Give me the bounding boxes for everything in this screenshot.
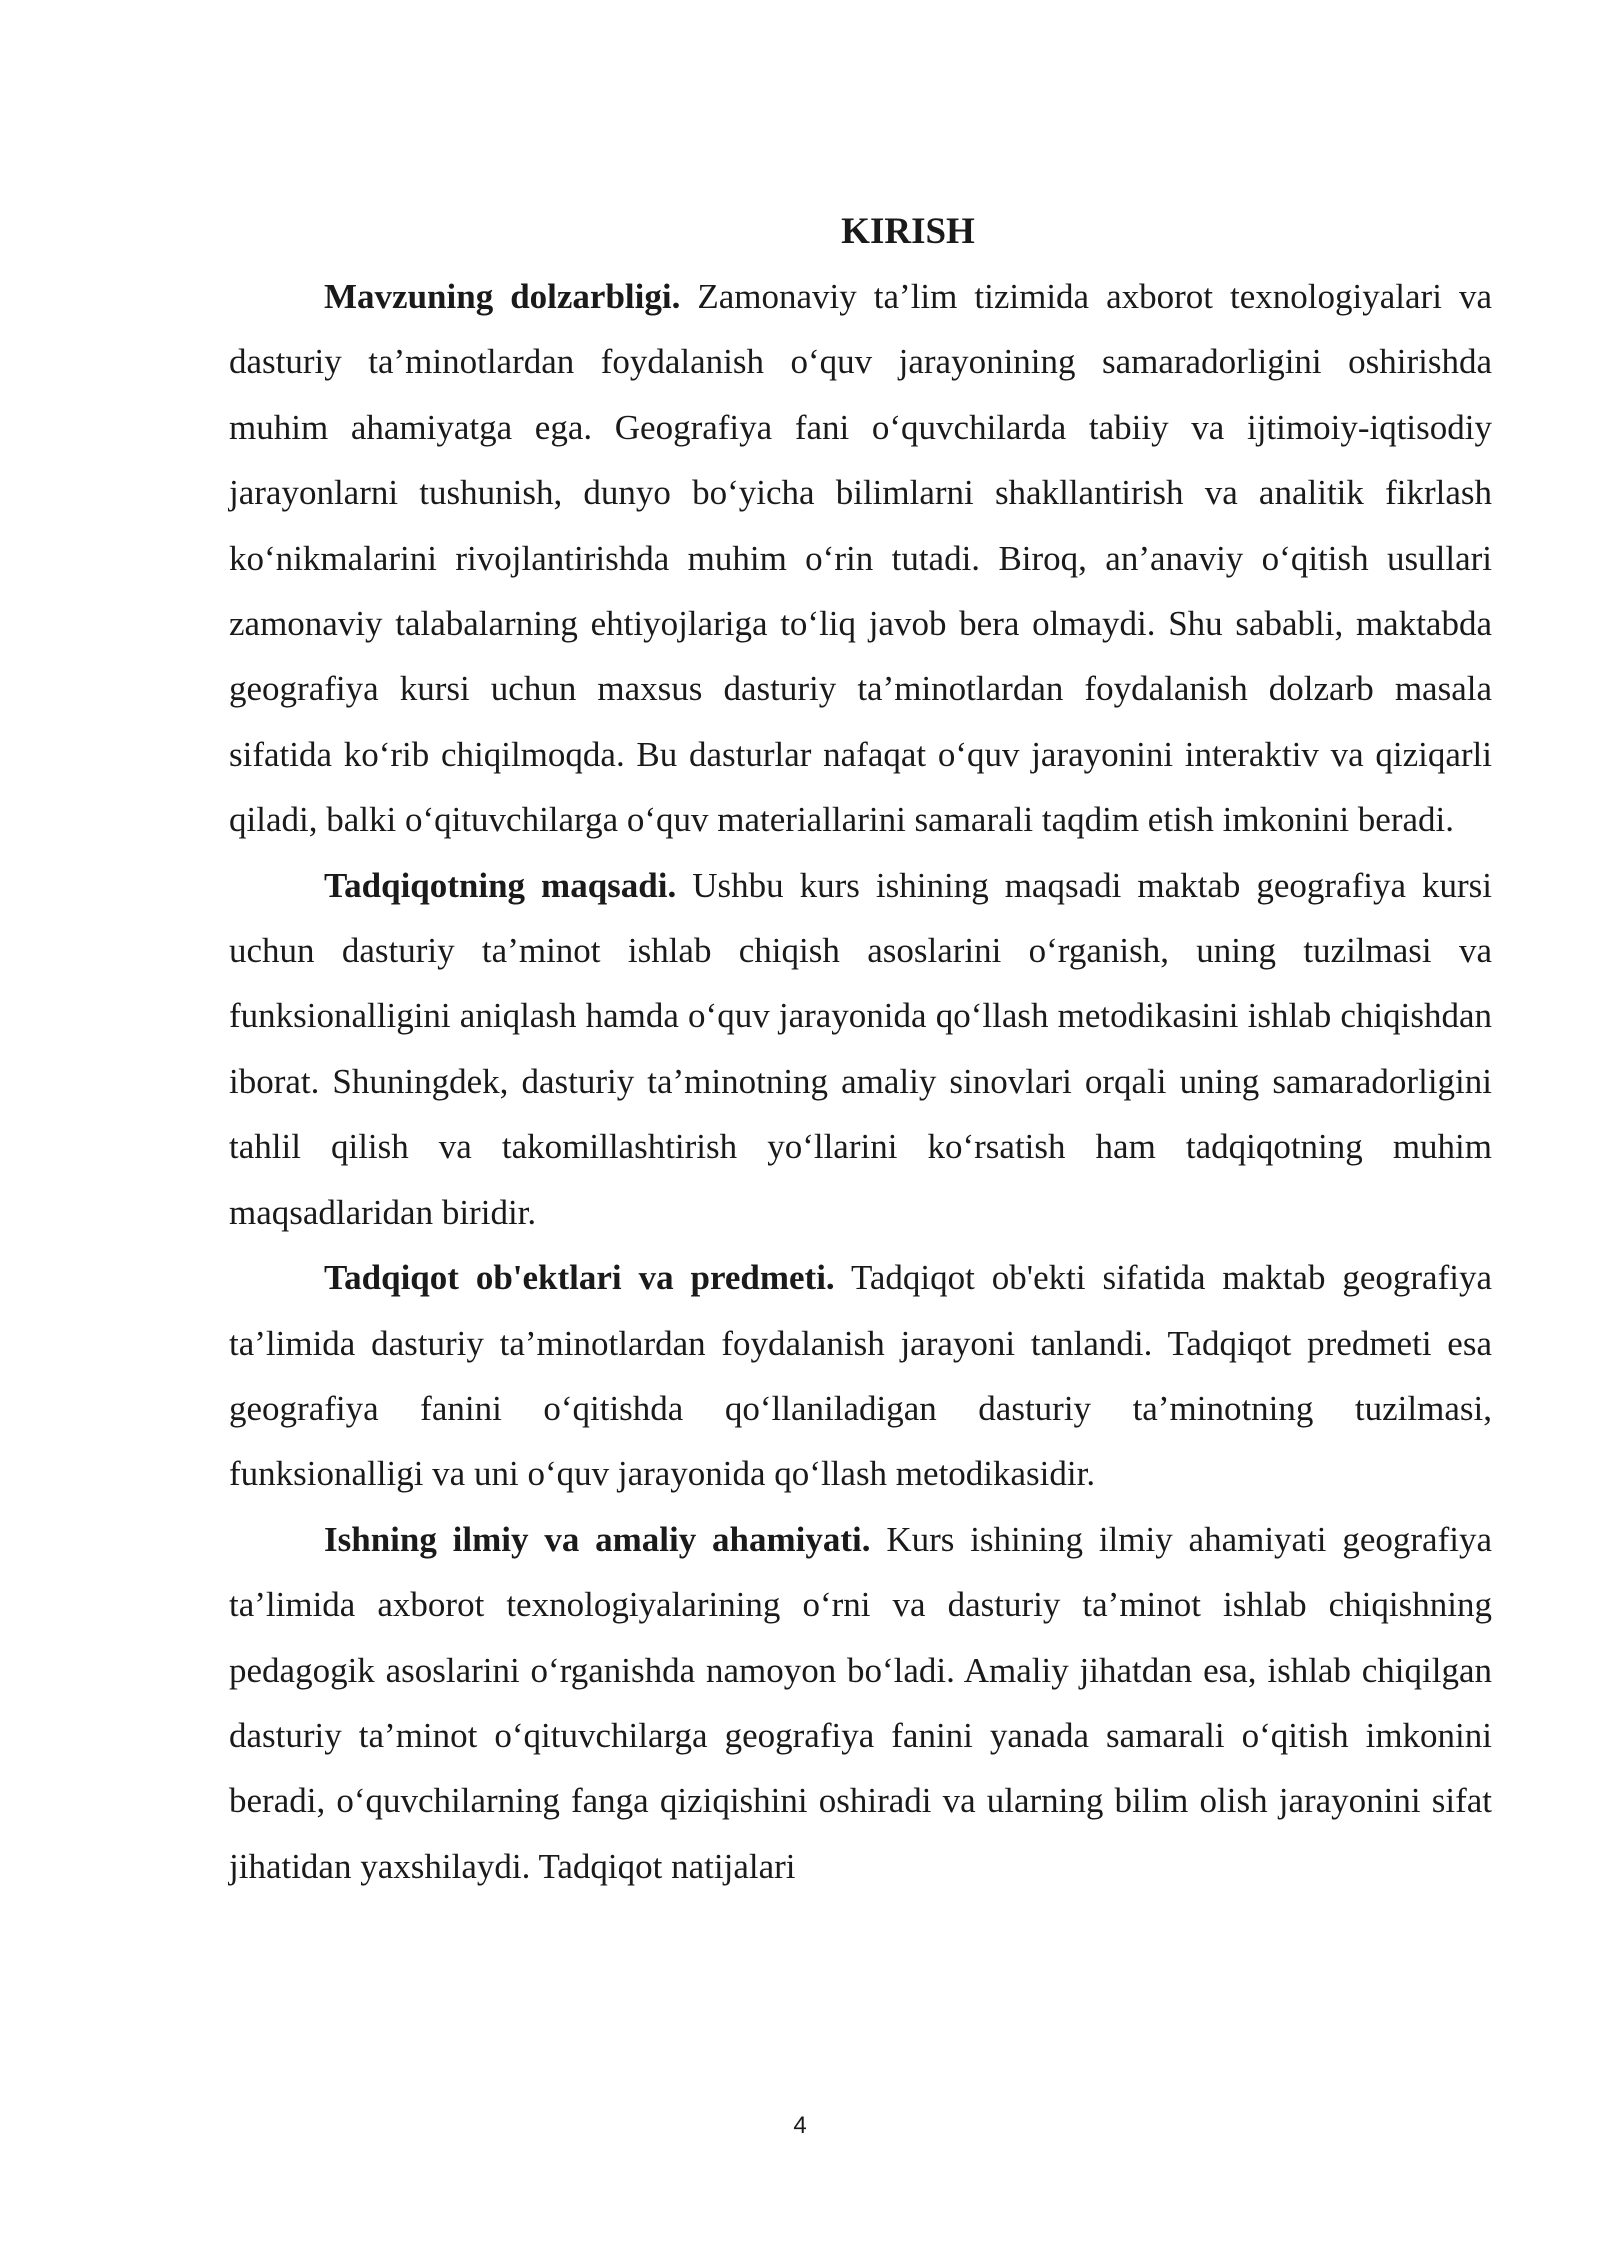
paragraph-significance bbox=[229, 1507, 1492, 1899]
paragraph-text: Zamonaviy ta’lim tizimida axborot texnologiyalari va dasturiy ta’minotlardan foydalanish o‘quv jarayonining samaradorligini oshirishda muhim ahamiyatga ega. Geografiya fani o‘quvchilarda tabiiy va ijtimoiy-iqtisodiy jarayonlarni tushunish, dunyo bo‘yicha bilimlarni shakllantirish va analitik fikrlash ko‘nikmalarini rivojlantirishda muhim o‘rin tutadi. Biroq, an’anaviy o‘qitish usullari zamonaviy talabalarning ehtiyojlariga to‘liq javob bera olmaydi. Shu sababli, maktabda geografiya kursi uchun maxsus dasturiy ta’minotlardan foydalanish dolzarb masala sifatida ko‘rib chiqilmoqda. Bu dasturlar nafaqat o‘quv jarayonini interaktiv va qiziqarli qiladi, balki o‘qituvchilarga o‘quv materiallarini samarali taqdim etish imkonini beradi. bbox=[229, 277, 1492, 840]
paragraph-text: Ushbu kurs ishining maqsadi maktab geografiya kursi uchun dasturiy ta’minot ishlab chiqish asoslarini o‘rganish, uning tuzilmasi va funksionalligini aniqlash hamda o‘quv jarayonida qo‘llash metodikasini ishlab chiqishdan iborat. Shuningdek, dasturiy ta’minotning amaliy sinovlari orqali uning samaradorligini tahlil qilish va takomillashtirish yo‘llarini ko‘rsatish ham tadqiqotning muhim maqsadlaridan biridir. bbox=[229, 865, 1492, 1232]
page-number: 4 bbox=[793, 2112, 807, 2139]
section-heading: KIRISH bbox=[841, 211, 975, 252]
paragraph-purpose bbox=[229, 853, 1492, 1245]
paragraph-text: Kurs ishining ilmiy ahamiyati geografiya ta’limida axborot texnologiyalarining o‘rni va dasturiy ta’minot ishlab chiqishning pedagogik asoslarini o‘rganishda namoyon bo‘ladi. Amaliy jihatdan esa, ishlab chiqilgan dasturiy ta’minot o‘qituvchilarga geografiya fanini yanada samarali o‘qitish imkonini beradi, o‘quvchilarning fanga qiziqishini oshiradi va ularning bilim olish jarayonini sifat jihatidan yaxshilaydi. Tadqiqot natijalari bbox=[229, 1519, 1492, 1886]
paragraph-lead: Tadqiqotning maqsadi. bbox=[324, 865, 677, 905]
paragraph-lead: Mavzuning dolzarbligi. bbox=[324, 277, 681, 316]
paragraph-objects-subject bbox=[229, 1245, 1492, 1507]
paragraph-relevance bbox=[229, 264, 1492, 853]
paragraph-lead: Ishning ilmiy va amaliy ahamiyati. bbox=[324, 1519, 871, 1559]
document-page bbox=[229, 212, 1492, 1899]
paragraph-text: Tadqiqot ob'ekti sifatida maktab geografiya ta’limida dasturiy ta’minotlardan foydalanish jarayoni tanlandi. Tadqiqot predmeti esa geografiya fanini o‘qitishda qo‘llaniladigan dasturiy ta’minotning tuzilmasi, funksionalligi va uni o‘quv jarayonida qo‘llash metodikasidir. bbox=[229, 1258, 1493, 1494]
paragraph-lead: Tadqiqot ob'ektlari va predmeti. bbox=[324, 1258, 835, 1298]
